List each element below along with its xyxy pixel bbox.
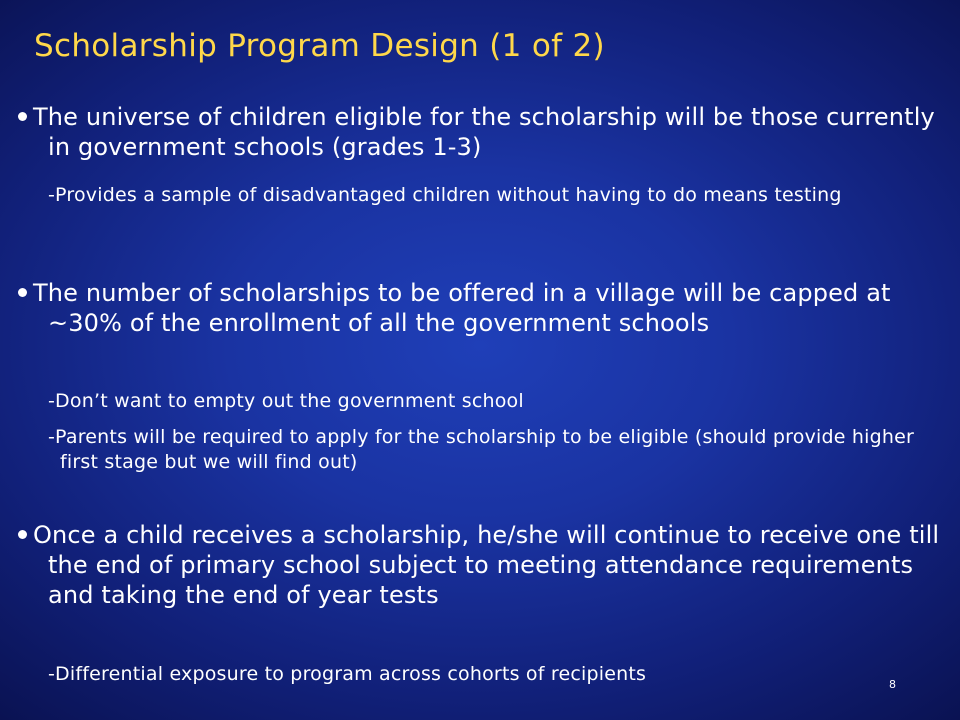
bullet-dot-icon [18, 112, 27, 121]
bullet-dot-icon [18, 530, 27, 539]
bullet-item [18, 102, 953, 162]
bullet-text: Once a child receives a scholarship, he/she will continue to receive one till the end of primary school subject to meeting attendance requirements and taking the end of year tests [33, 521, 940, 609]
sub-bullet-text: -Don’t want to empty out the government school [48, 390, 524, 412]
sub-bullet-text: -Differential exposure to program across cohorts of recipients [48, 663, 647, 685]
sub-bullet-text: -Provides a sample of disadvantaged children without having to do means testing [48, 184, 842, 206]
bullet-dot-icon [18, 288, 27, 297]
bullet-text: The number of scholarships to be offered in a village will be capped at ~30% of the enrollment of all the government schools [33, 279, 891, 337]
page-number: 8 [889, 678, 896, 691]
bullet-text: The universe of children eligible for the scholarship will be those currently in government schools (grades 1-3) [33, 103, 935, 161]
slide-title: Scholarship Program Design (1 of 2) [34, 28, 605, 64]
bullet-item [18, 278, 953, 338]
sub-bullet-text: -Parents will be required to apply for the scholarship to be eligible (should provide higher first stage but we will find out) [48, 426, 915, 473]
bullet-item [18, 520, 953, 610]
